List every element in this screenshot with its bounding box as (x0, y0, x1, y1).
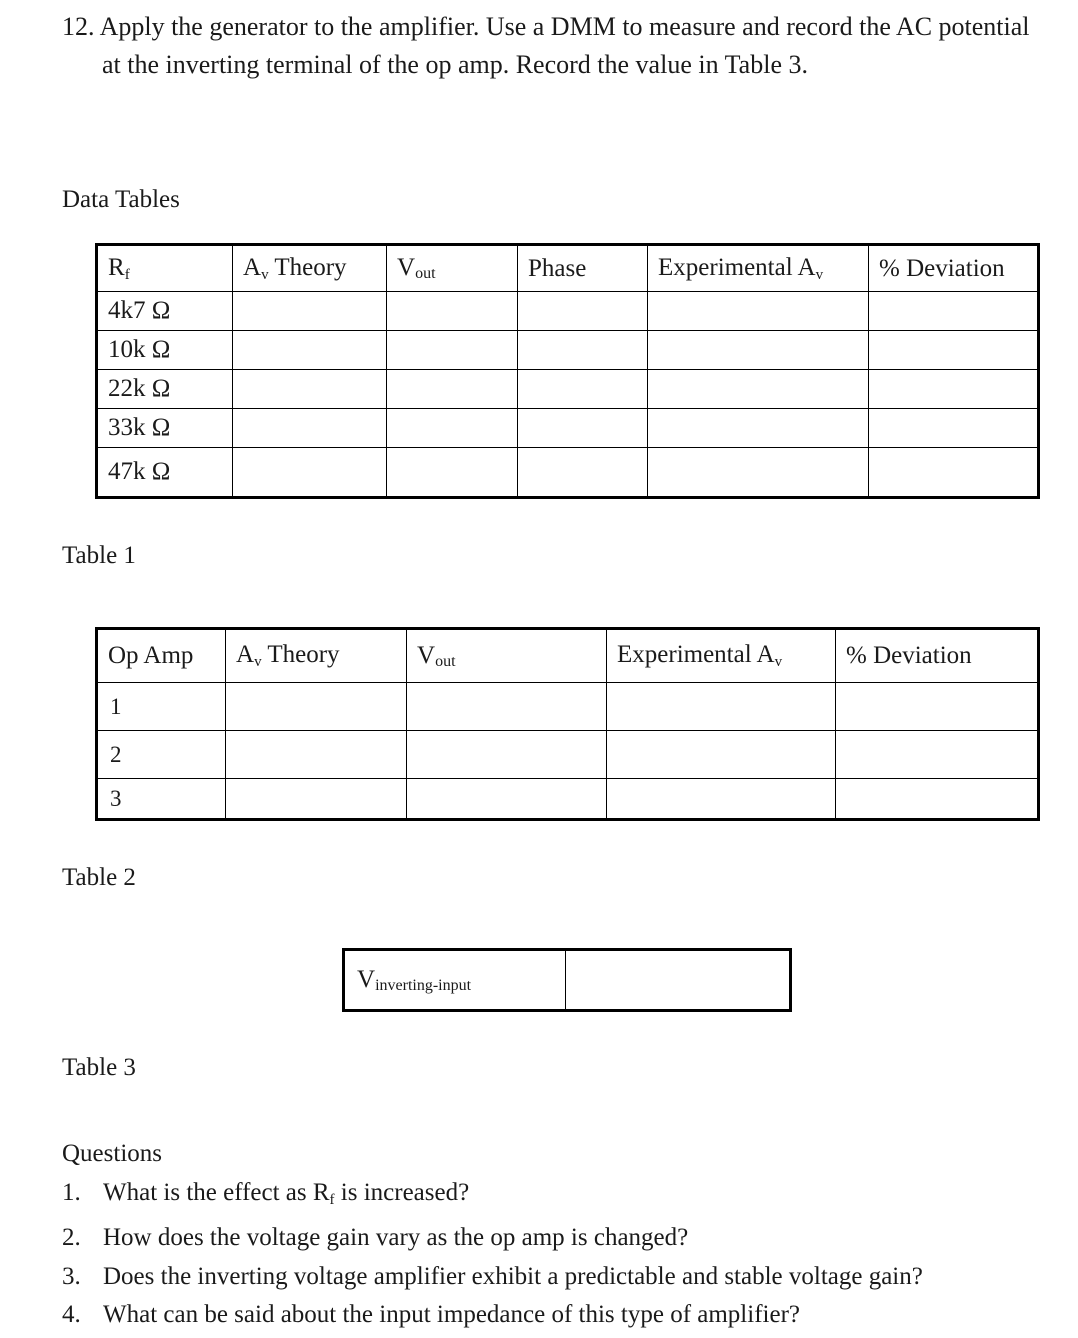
table-row (97, 370, 1039, 409)
table-2-header-row (97, 629, 1039, 683)
empty-cell (233, 292, 387, 331)
empty-cell (233, 448, 387, 498)
question-item (62, 1296, 1062, 1335)
step-instruction (62, 8, 1072, 84)
empty-cell (226, 731, 407, 779)
header-vout: $V_{out}$ (387, 245, 518, 292)
header-experimental-av: Experimental $A_v$ (648, 245, 869, 292)
question-number: 1. (62, 1178, 81, 1206)
header-phase: Phase (518, 245, 648, 292)
header-av-theory: $A_v$ Theory (226, 629, 407, 683)
table-1-caption: Table 1 (62, 542, 136, 569)
header-av-theory: $A_v$ Theory (233, 245, 387, 292)
empty-cell (233, 370, 387, 409)
rf-value: 22k Ω (97, 370, 233, 409)
questions-heading: Questions (62, 1140, 162, 1167)
header-experimental-av: Experimental $A_v$ (607, 629, 836, 683)
question-number: 3. (62, 1262, 81, 1290)
empty-cell (869, 292, 1039, 331)
question-text: What is the effect as $R_f$ is increased? (103, 1178, 470, 1208)
header-deviation: % Deviation (869, 245, 1039, 292)
empty-cell (387, 331, 518, 370)
question-item (62, 1174, 1062, 1220)
question-item (62, 1258, 1062, 1297)
empty-cell (407, 731, 607, 779)
op-amp-number: 2 (97, 731, 226, 779)
empty-cell (518, 331, 648, 370)
table-row (97, 409, 1039, 448)
empty-cell (518, 370, 648, 409)
table-row (97, 448, 1039, 498)
table-1-header-row (97, 245, 1039, 292)
empty-cell (387, 292, 518, 331)
question-number: 4. (62, 1301, 81, 1328)
table-3-caption: Table 3 (62, 1054, 136, 1081)
rf-value: 47k Ω (97, 448, 233, 498)
empty-cell (869, 448, 1039, 498)
empty-cell (648, 370, 869, 409)
data-tables-heading: Data Tables (62, 186, 180, 213)
empty-cell (566, 950, 791, 1011)
empty-cell (226, 779, 407, 820)
empty-cell (233, 331, 387, 370)
question-number: 2. (62, 1224, 81, 1251)
empty-cell (407, 779, 607, 820)
rf-value: 33k Ω (97, 409, 233, 448)
table-row (97, 292, 1039, 331)
empty-cell (607, 683, 836, 731)
table-2 (95, 627, 1040, 821)
table-1 (95, 243, 1040, 499)
empty-cell (518, 448, 648, 498)
empty-cell (869, 331, 1039, 370)
table-row (344, 950, 791, 1011)
rf-value: 4k7 Ω (97, 292, 233, 331)
empty-cell (648, 292, 869, 331)
questions-section (62, 1135, 1062, 1335)
empty-cell (387, 370, 518, 409)
op-amp-number: 1 (97, 683, 226, 731)
empty-cell (607, 779, 836, 820)
table-row (97, 331, 1039, 370)
empty-cell (407, 683, 607, 731)
question-item (62, 1219, 1062, 1258)
header-vout: $V_{out}$ (407, 629, 607, 683)
question-text: Does the inverting voltage amplifier exhibit a predictable and stable voltage gain? (103, 1262, 923, 1290)
empty-cell (387, 409, 518, 448)
step-line-1: 12. Apply the generator to the amplifier. Use a DMM to measure and record the AC potential (62, 12, 1030, 41)
empty-cell (869, 409, 1039, 448)
empty-cell (387, 448, 518, 498)
empty-cell (648, 409, 869, 448)
empty-cell (226, 683, 407, 731)
table-3 (342, 948, 792, 1012)
empty-cell (233, 409, 387, 448)
empty-cell (648, 448, 869, 498)
header-op-amp: Op Amp (97, 629, 226, 683)
empty-cell (518, 292, 648, 331)
empty-cell (836, 731, 1039, 779)
step-line-2: at the inverting terminal of the op amp. Record the value in Table 3. (102, 50, 808, 79)
empty-cell (836, 683, 1039, 731)
v-inverting-input-label: $V_{inverting-input}$ (344, 950, 566, 1011)
table-2-caption: Table 2 (62, 864, 136, 891)
question-text: What can be said about the input impedance of this type of amplifier? (103, 1301, 800, 1328)
table-row (97, 779, 1039, 820)
empty-cell (648, 331, 869, 370)
empty-cell (869, 370, 1039, 409)
header-deviation: % Deviation (836, 629, 1039, 683)
question-text: How does the voltage gain vary as the op amp is changed? (103, 1224, 689, 1251)
empty-cell (836, 779, 1039, 820)
empty-cell (518, 409, 648, 448)
rf-value: 10k Ω (97, 331, 233, 370)
empty-cell (607, 731, 836, 779)
table-row (97, 683, 1039, 731)
table-row (97, 731, 1039, 779)
header-rf: $R_f$ (97, 245, 233, 292)
op-amp-number: 3 (97, 779, 226, 820)
